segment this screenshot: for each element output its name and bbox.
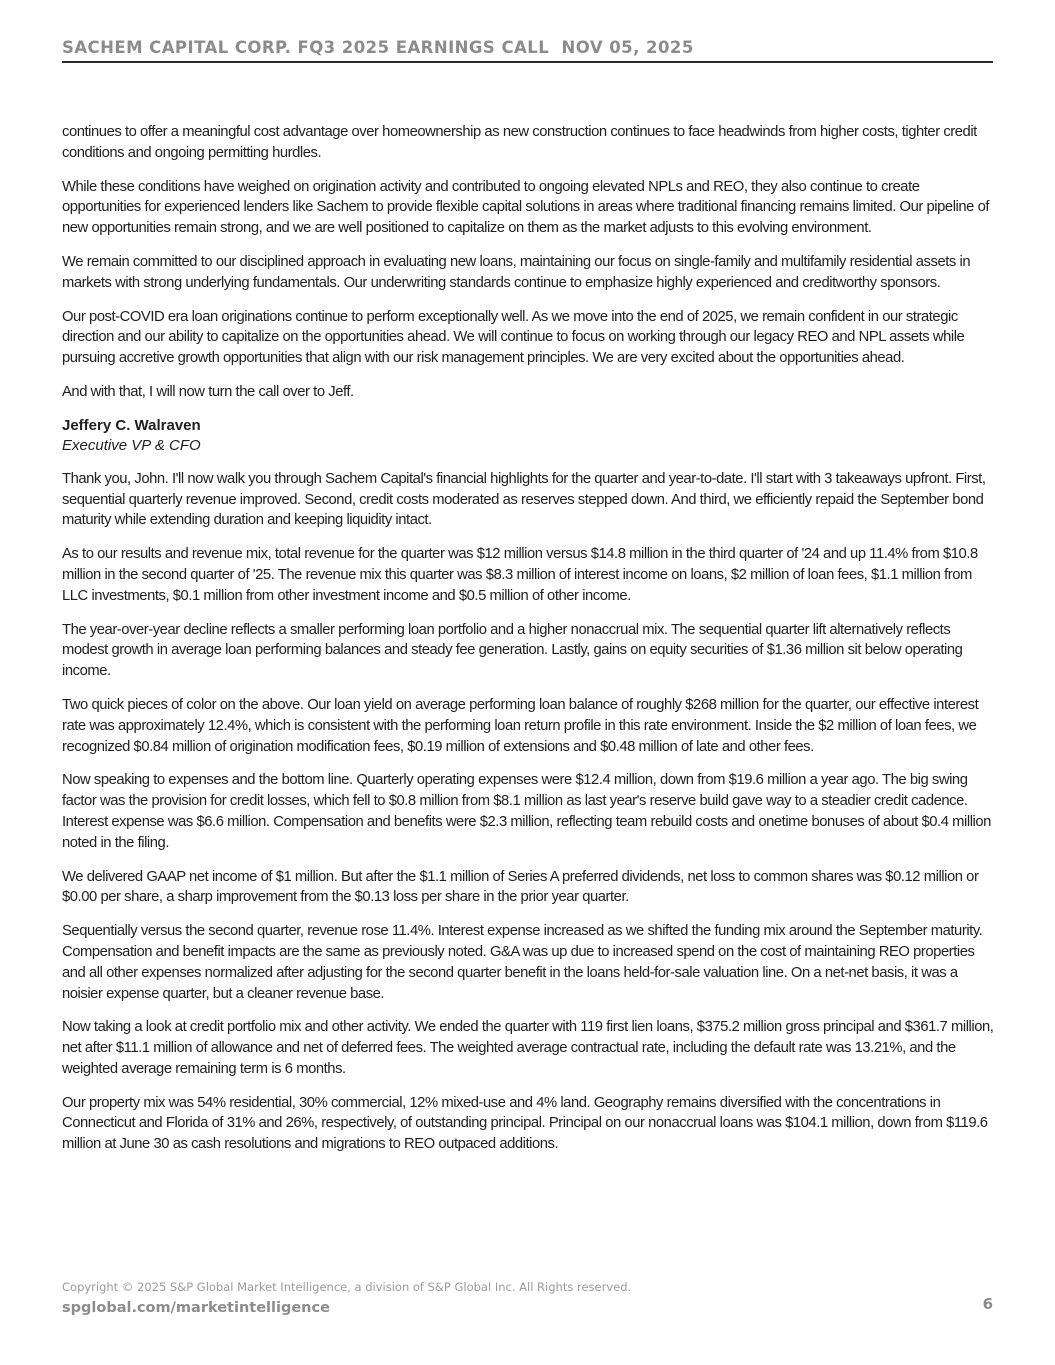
paragraph: We remain committed to our disciplined approach in evaluating new loans, maintaining our focus on single-family and multifamily residential assets in markets with strong underlying fundamentals. Our underwriting standards continue to emphasize highly experienced and creditworthy sponsors. xyxy=(62,253,971,291)
paragraph: continues to offer a meaningful cost advantage over homeownership as new construction continues to face headwinds from higher costs, tighter credit conditions and ongoing permitting hurdles. xyxy=(62,124,977,161)
paragraph: Our post-COVID era loan originations continue to perform exceptionally well. As we move into the end of 2025, we remain confident in our strategic direction and our ability to capitalize on the opportunities ahead. We will continue to focus on working through our legacy REO and NPL assets while pursuing accretive growth opportunities that align with our risk management principles. We are very excited about the opportunities ahead. xyxy=(62,308,965,367)
document-title: SACHEM CAPITAL CORP. FQ3 2025 EARNINGS CALL NOV 05, 2025 xyxy=(62,38,694,57)
page-number: 6 xyxy=(982,1295,993,1313)
paragraph: While these conditions have weighed on origination activity and contributed to ongoing elevated NPLs and REO, they also continue to create opportunities for experienced lenders like Sachem to provide flexible capital solutions in areas where traditional financing remains limited. Our pipeline of new opportunities remain strong, and we are well positioned to capitalize on them as the market adjusts to this evolving environment. xyxy=(62,178,990,237)
speaker-role: Executive VP & CFO xyxy=(62,436,201,454)
paragraph: Now taking a look at credit portfolio mix and other activity. We ended the quarter with 119 first lien loans, $375.2 million gross principal and $361.7 million, net after $11.1 million of allowance and net of deferred fees. The weighted average contractual rate, including the default rate was 13.21%, and the weighted average remaining term is 6 months. xyxy=(62,1019,994,1077)
paragraph: The year-over-year decline reflects a smaller performing loan portfolio and a higher nonaccrual mix. The sequential quarter lift alternatively reflects modest growth in average loan performing balances and steady fee generation. Lastly, gains on equity securities of $1.36 million sit below operating income. xyxy=(62,621,963,680)
speaker-name: Jeffery C. Walraven xyxy=(62,416,201,434)
transcript-body xyxy=(62,122,997,1168)
speaker-block xyxy=(62,416,997,456)
paragraph: Our property mix was 54% residential, 30% commercial, 12% mixed-use and 4% land. Geography remains diversified with the concentrations in Connecticut and Florida of 31% and 26%, respectively, of outstanding principal. Principal on our nonaccrual loans was $104.1 million, down from $119.6 million at June 30 as cash resolutions and migrations to REO outpaced additions. xyxy=(62,1094,988,1153)
paragraph: Sequentially versus the second quarter, revenue rose 11.4%. Interest expense increased as we shifted the funding mix around the September maturity. Compensation and benefit impacts are the same as previously noted. G&A was up due to increased spend on the cost of maintaining REO properties and all other expenses normalized after adjusting for the second quarter benefit in the loans held-for-sale valuation line. On a net-net basis, it was a noisier expense quarter, but a cleaner revenue base. xyxy=(62,923,983,1002)
paragraph: Now speaking to expenses and the bottom line. Quarterly operating expenses were $12.4 million, down from $19.6 million a year ago. The big swing factor was the provision for credit losses, which fell to $0.8 million from $8.1 million as last year's reserve build gave way to a steadier credit cadence. Interest expense was $6.6 million. Compensation and benefits were $2.3 million, reflecting team rebuild costs and onetime bonuses of about $0.4 million noted in the filing. xyxy=(62,772,991,851)
paragraph: Thank you, John. I'll now walk you through Sachem Capital's financial highlights for the quarter and year-to-date. I'll start with 3 takeaways upfront. First, sequential quarterly revenue improved. Second, credit costs moderated as reserves stepped down. And third, we efficiently repaid the September bond maturity while extending duration and keeping liquidity intact. xyxy=(62,470,986,529)
copyright-notice: Copyright © 2025 S&P Global Market Intelligence, a division of S&P Global Inc. All Rights reserved. xyxy=(62,1280,632,1294)
page-header xyxy=(62,38,993,63)
paragraph: As to our results and revenue mix, total revenue for the quarter was $12 million versus $14.8 million in the third quarter of '24 and up 11.4% from $10.8 million in the second quarter of '25. The revenue mix this quarter was $8.3 million of interest income on loans, $2 million of loan fees, $1.1 million from LLC investments, $0.1 million from other investment income and $0.5 million of other income. xyxy=(62,546,978,604)
paragraph: We delivered GAAP net income of $1 million. But after the $1.1 million of Series A preferred dividends, net loss to common shares was $0.12 million or $0.00 per share, a sharp improvement from the $0.13 loss per share in the prior year quarter. xyxy=(62,868,979,906)
website-link[interactable]: spglobal.com/marketintelligence xyxy=(62,1300,330,1316)
paragraph: And with that, I will now turn the call over to Jeff. xyxy=(62,383,354,400)
paragraph: Two quick pieces of color on the above. Our loan yield on average performing loan balance of roughly $268 million for the quarter, our effective interest rate was approximately 12.4%, which is consistent with the performing loan return profile in this rate environment. Inside the $2 million of loan fees, we recognized $0.84 million of origination modification fees, $0.19 million of extensions and $0.48 million of late and other fees. xyxy=(62,696,979,755)
page-footer xyxy=(62,1279,993,1319)
